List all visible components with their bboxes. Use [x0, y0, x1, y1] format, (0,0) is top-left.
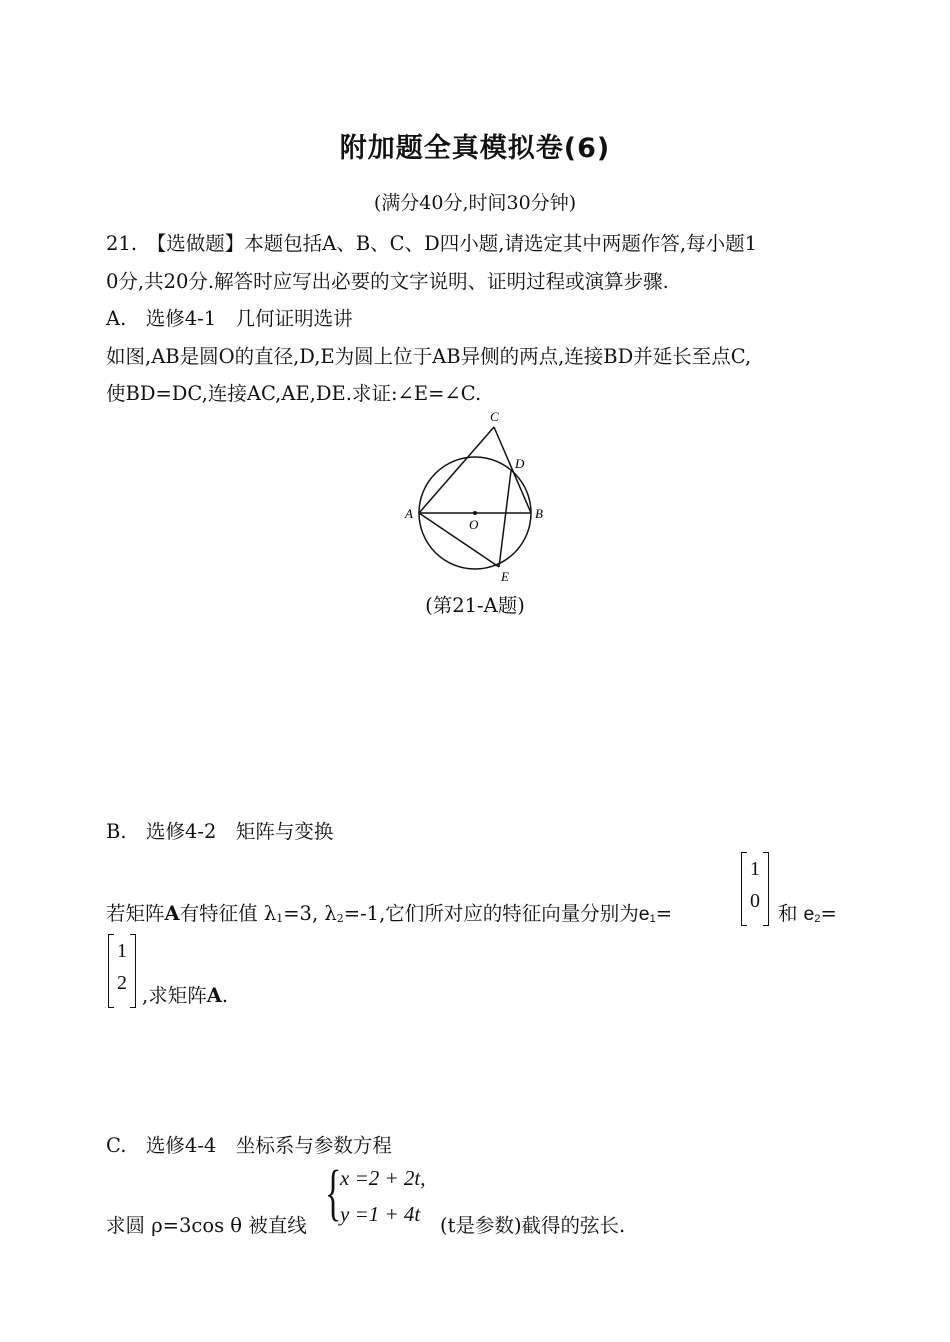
vector-e1: e: [638, 903, 650, 925]
section-b-heading: B. 选修4-2 矩阵与变换: [106, 820, 334, 843]
equals: =: [655, 902, 673, 925]
section-c-text-1: 求圆 ρ=3cos θ 被直线: [106, 1214, 307, 1237]
section-c-text-2: (t是参数)截得的弦长.: [440, 1214, 626, 1237]
equation-y: y =1 + 4t: [340, 1202, 421, 1226]
text: =-1,它们所对应的特征向量分别为: [343, 902, 639, 925]
text: 有特征值 λ: [179, 902, 277, 925]
text: ,求矩阵: [142, 984, 207, 1007]
section-a-line-2: 使BD=DC,连接AC,AE,DE.求证:∠E=∠C.: [106, 382, 482, 405]
matrix-cell: 2: [117, 972, 127, 994]
segment-de: [499, 471, 511, 567]
center-point-o: [473, 511, 477, 515]
vector-e2: e: [803, 903, 815, 925]
q21-line-1: 21. 【选做题】本题包括A、B、C、D四小题,请选定其中两题作答,每小题1: [106, 232, 758, 255]
text: .: [221, 984, 229, 1007]
equation-x: x =2 + 2t,: [340, 1166, 426, 1190]
label-b: B: [535, 506, 543, 521]
matrix-a-symbol: A: [206, 984, 222, 1007]
page-title: 附加题全真模拟卷(6): [339, 133, 611, 164]
subscript: 1: [276, 912, 284, 925]
section-b-line-1-end: [778, 898, 837, 926]
label-e: E: [501, 569, 509, 583]
section-b-line-2: [142, 980, 228, 1008]
text: 若矩阵: [106, 902, 165, 925]
section-b-line-1: [106, 898, 672, 926]
section-a-line-1: 如图,AB是圆O的直径,D,E为圆上位于AB异侧的两点,连接BD并延长至点C,: [106, 345, 752, 368]
brace-icon: {: [325, 1159, 342, 1227]
matrix-a-symbol: A: [164, 902, 180, 925]
matrix-e2: [108, 934, 136, 1006]
text: =3, λ: [283, 902, 337, 925]
matrix-cell: 0: [750, 890, 760, 912]
matrix-e1: [741, 852, 769, 924]
exam-subtitle: (满分40分,时间30分钟): [373, 192, 577, 214]
subscript: 1: [649, 913, 656, 925]
matrix-cell: 1: [117, 940, 127, 962]
text: 和: [778, 902, 798, 925]
equals: =: [820, 902, 837, 925]
parametric-equations: [325, 1159, 435, 1234]
segment-ae: [419, 513, 499, 567]
segment-ac: [419, 427, 494, 513]
figure-caption: (第21-A题): [425, 594, 525, 617]
subscript: 2: [814, 913, 821, 925]
matrix-cell: 1: [750, 858, 760, 880]
label-a: A: [405, 506, 413, 521]
section-c-heading: C. 选修4-4 坐标系与参数方程: [106, 1134, 392, 1157]
segment-cb: [494, 427, 531, 513]
label-o: O: [469, 517, 479, 532]
label-d: D: [515, 456, 525, 471]
q21-line-2: 0分,共20分.解答时应写出必要的文字说明、证明过程或演算步骤.: [106, 270, 669, 293]
section-a-heading: A. 选修4-1 几何证明选讲: [106, 307, 353, 330]
label-c: C: [490, 409, 499, 424]
subscript: 2: [336, 912, 344, 925]
geometry-figure: [395, 405, 555, 583]
